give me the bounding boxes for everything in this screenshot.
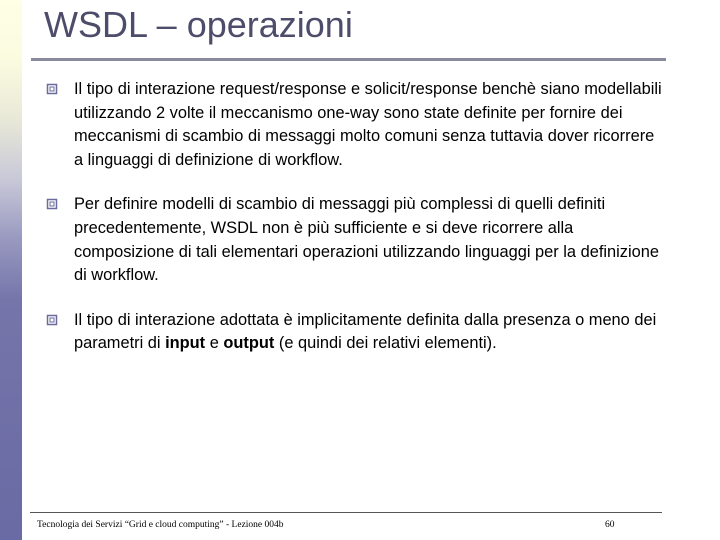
bullet-text: Il tipo di interazione adottata è implicitamente definita dalla presenza o meno dei parametri di xyxy=(74,310,657,353)
square-bullet-icon xyxy=(46,314,58,326)
footer-divider xyxy=(30,512,662,513)
bullet-list xyxy=(46,78,666,356)
bullet-item xyxy=(46,309,666,356)
slide-title: WSDL – operazioni xyxy=(44,4,353,45)
bullet-emphasis-input: input xyxy=(165,334,206,353)
bullet-text: (e quindi dei relativi elementi). xyxy=(274,334,497,353)
bullet-item xyxy=(46,78,666,172)
page-number: 60 xyxy=(605,520,615,530)
bullet-text: e xyxy=(205,334,224,353)
square-bullet-icon xyxy=(46,198,58,210)
left-decorative-band xyxy=(0,0,22,540)
bullet-item xyxy=(46,193,666,287)
bullet-emphasis-output: output xyxy=(223,334,275,353)
title-divider xyxy=(31,58,666,61)
square-bullet-icon xyxy=(46,83,58,95)
footer-course-title: Tecnologia dei Servizi “Grid e cloud computing” - Lezione 004b xyxy=(37,520,284,530)
bullet-text: Il tipo di interazione request/response e solicit/response benchè siano modellabili utilizzando 2 volte il meccanismo one-way sono state definite per fornire dei meccanismi di scambio di messaggi molto comuni senza tuttavia dover ricorrere a linguaggi di definizione di workflow. xyxy=(74,80,662,169)
bullet-text: Per definire modelli di scambio di messaggi più complessi di quelli definiti precedentemente, WSDL non è più sufficiente e si deve ricorrere alla composizione di tali elementari operazioni utilizzando linguaggi per la definizione di workflow. xyxy=(74,195,659,285)
